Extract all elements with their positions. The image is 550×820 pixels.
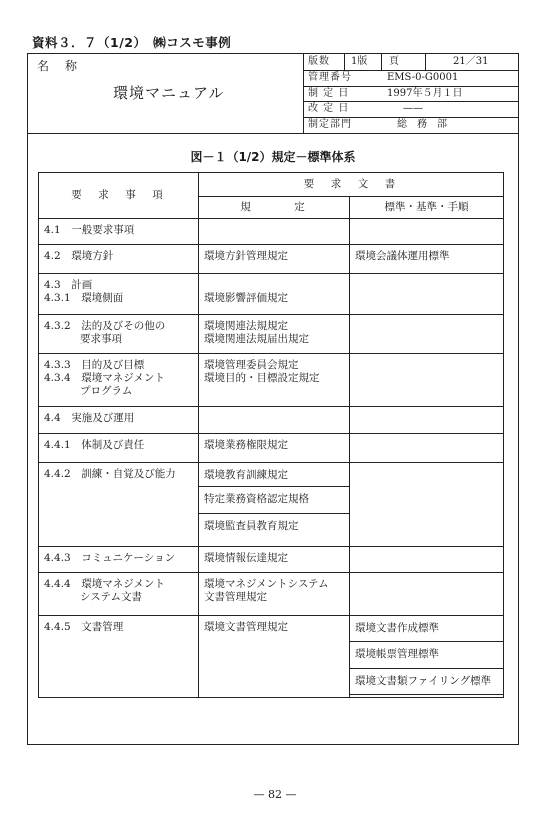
req-text: 要求事項 — [80, 333, 122, 345]
table-row — [39, 616, 504, 698]
standard-text: 環境帳票管理標準 — [355, 648, 439, 660]
edition-row — [303, 54, 518, 71]
page-caption: 資料３．７（1/2） ㈱コスモ事例 — [32, 35, 232, 50]
regulation-text: 文書管理規定 — [204, 591, 267, 603]
regulation-text: 環境文書管理規定 — [204, 621, 288, 633]
req-text: 4.3.4 環境マネジメント — [44, 372, 165, 384]
req-text: 4.3.3 目的及び目標 — [44, 359, 145, 371]
req-text: 4.3.2 法的及びその他の — [44, 320, 166, 332]
col-header-standards: 標準・基準・手順 — [350, 197, 504, 219]
edition-value: 1版 — [351, 56, 368, 67]
req-text: 4.4.5 文書管理 — [44, 621, 124, 633]
control-number-label: 管理番号 — [308, 71, 352, 83]
name-block — [28, 54, 304, 133]
established-date-row — [303, 86, 518, 103]
req-text: 4.3 計画 — [44, 279, 93, 291]
department-row — [303, 117, 518, 133]
page-label: 頁 — [389, 56, 399, 67]
regulation-text: 特定業務資格認定規格 — [204, 493, 309, 505]
col-header-required-docs: 要 求 文 書 — [199, 173, 504, 197]
document-frame — [27, 53, 519, 745]
req-text: 4.4.1 体制及び責任 — [44, 439, 145, 451]
req-text: 4.4.3 コミュニケーション — [44, 552, 176, 564]
col-header-requirements: 要 求 事 項 — [39, 173, 199, 219]
document-title: 環境マニュアル — [113, 84, 225, 102]
established-date-value: 1997年５月１日 — [387, 87, 463, 99]
established-date-label: 制 定 日 — [308, 87, 350, 99]
table-row — [39, 573, 504, 616]
requirements-table — [38, 172, 504, 698]
table-row — [39, 219, 504, 245]
table-row — [39, 434, 504, 463]
standard-text: 環境文書作成標準 — [355, 622, 439, 634]
req-text: 4.2 環境方針 — [44, 250, 114, 262]
table-row — [39, 315, 504, 354]
control-number-row — [303, 70, 518, 87]
req-text: 4.1 一般要求事項 — [44, 224, 135, 236]
table-row — [39, 547, 504, 573]
req-text: 4.4 実施及び運用 — [44, 412, 135, 424]
page-number: — 82 — — [253, 788, 297, 801]
document-header — [28, 54, 518, 134]
req-text: システム文書 — [80, 591, 142, 603]
edition-label: 版数 — [308, 56, 330, 67]
name-label: 名 称 — [37, 59, 80, 73]
regulation-text: 環境目的・目標設定規定 — [204, 372, 320, 384]
req-text: 4.4.4 環境マネジメント — [44, 578, 165, 590]
regulation-text: 環境関連法規届出規定 — [204, 333, 309, 345]
standard-text: 環境文書類ファイリング標準 — [355, 675, 492, 687]
page-value: 21／31 — [453, 56, 489, 67]
control-number-value: EMS-0-G0001 — [387, 71, 459, 83]
figure-title: 図－１（1/2）規定－標準体系 — [190, 150, 356, 164]
department-label: 制定部門 — [308, 119, 352, 131]
req-text: 4.3.1 環境側面 — [44, 292, 124, 304]
table-row — [39, 245, 504, 274]
regulation-text: 環境方針管理規定 — [204, 250, 288, 262]
regulation-text: 環境業務権限規定 — [204, 439, 288, 451]
table-row — [39, 463, 504, 547]
table-row — [39, 274, 504, 315]
standard-text: 環境会議体運用標準 — [355, 250, 450, 262]
control-info-block — [303, 54, 518, 133]
regulation-text: 環境影響評価規定 — [204, 292, 288, 304]
regulation-text: 環境管理委員会規定 — [204, 359, 299, 371]
regulation-text: 環境関連法規規定 — [204, 320, 288, 332]
table-row — [39, 354, 504, 407]
revised-date-label: 改 定 日 — [308, 103, 350, 115]
req-text: プログラム — [80, 385, 133, 397]
regulation-text: 環境マネジメントシステム — [204, 578, 329, 590]
regulation-text: 環境情報伝達規定 — [204, 552, 288, 564]
col-header-regulations: 規 定 — [199, 197, 350, 219]
req-text: 4.4.2 訓練・自覚及び能力 — [44, 468, 176, 480]
table-row — [39, 407, 504, 434]
department-value: 総 務 部 — [397, 119, 447, 131]
revised-date-value: —— — [403, 103, 423, 115]
regulation-text: 環境監査員教育規定 — [204, 520, 299, 532]
revised-date-row — [303, 101, 518, 118]
regulation-text: 環境教育訓練規定 — [204, 469, 288, 481]
